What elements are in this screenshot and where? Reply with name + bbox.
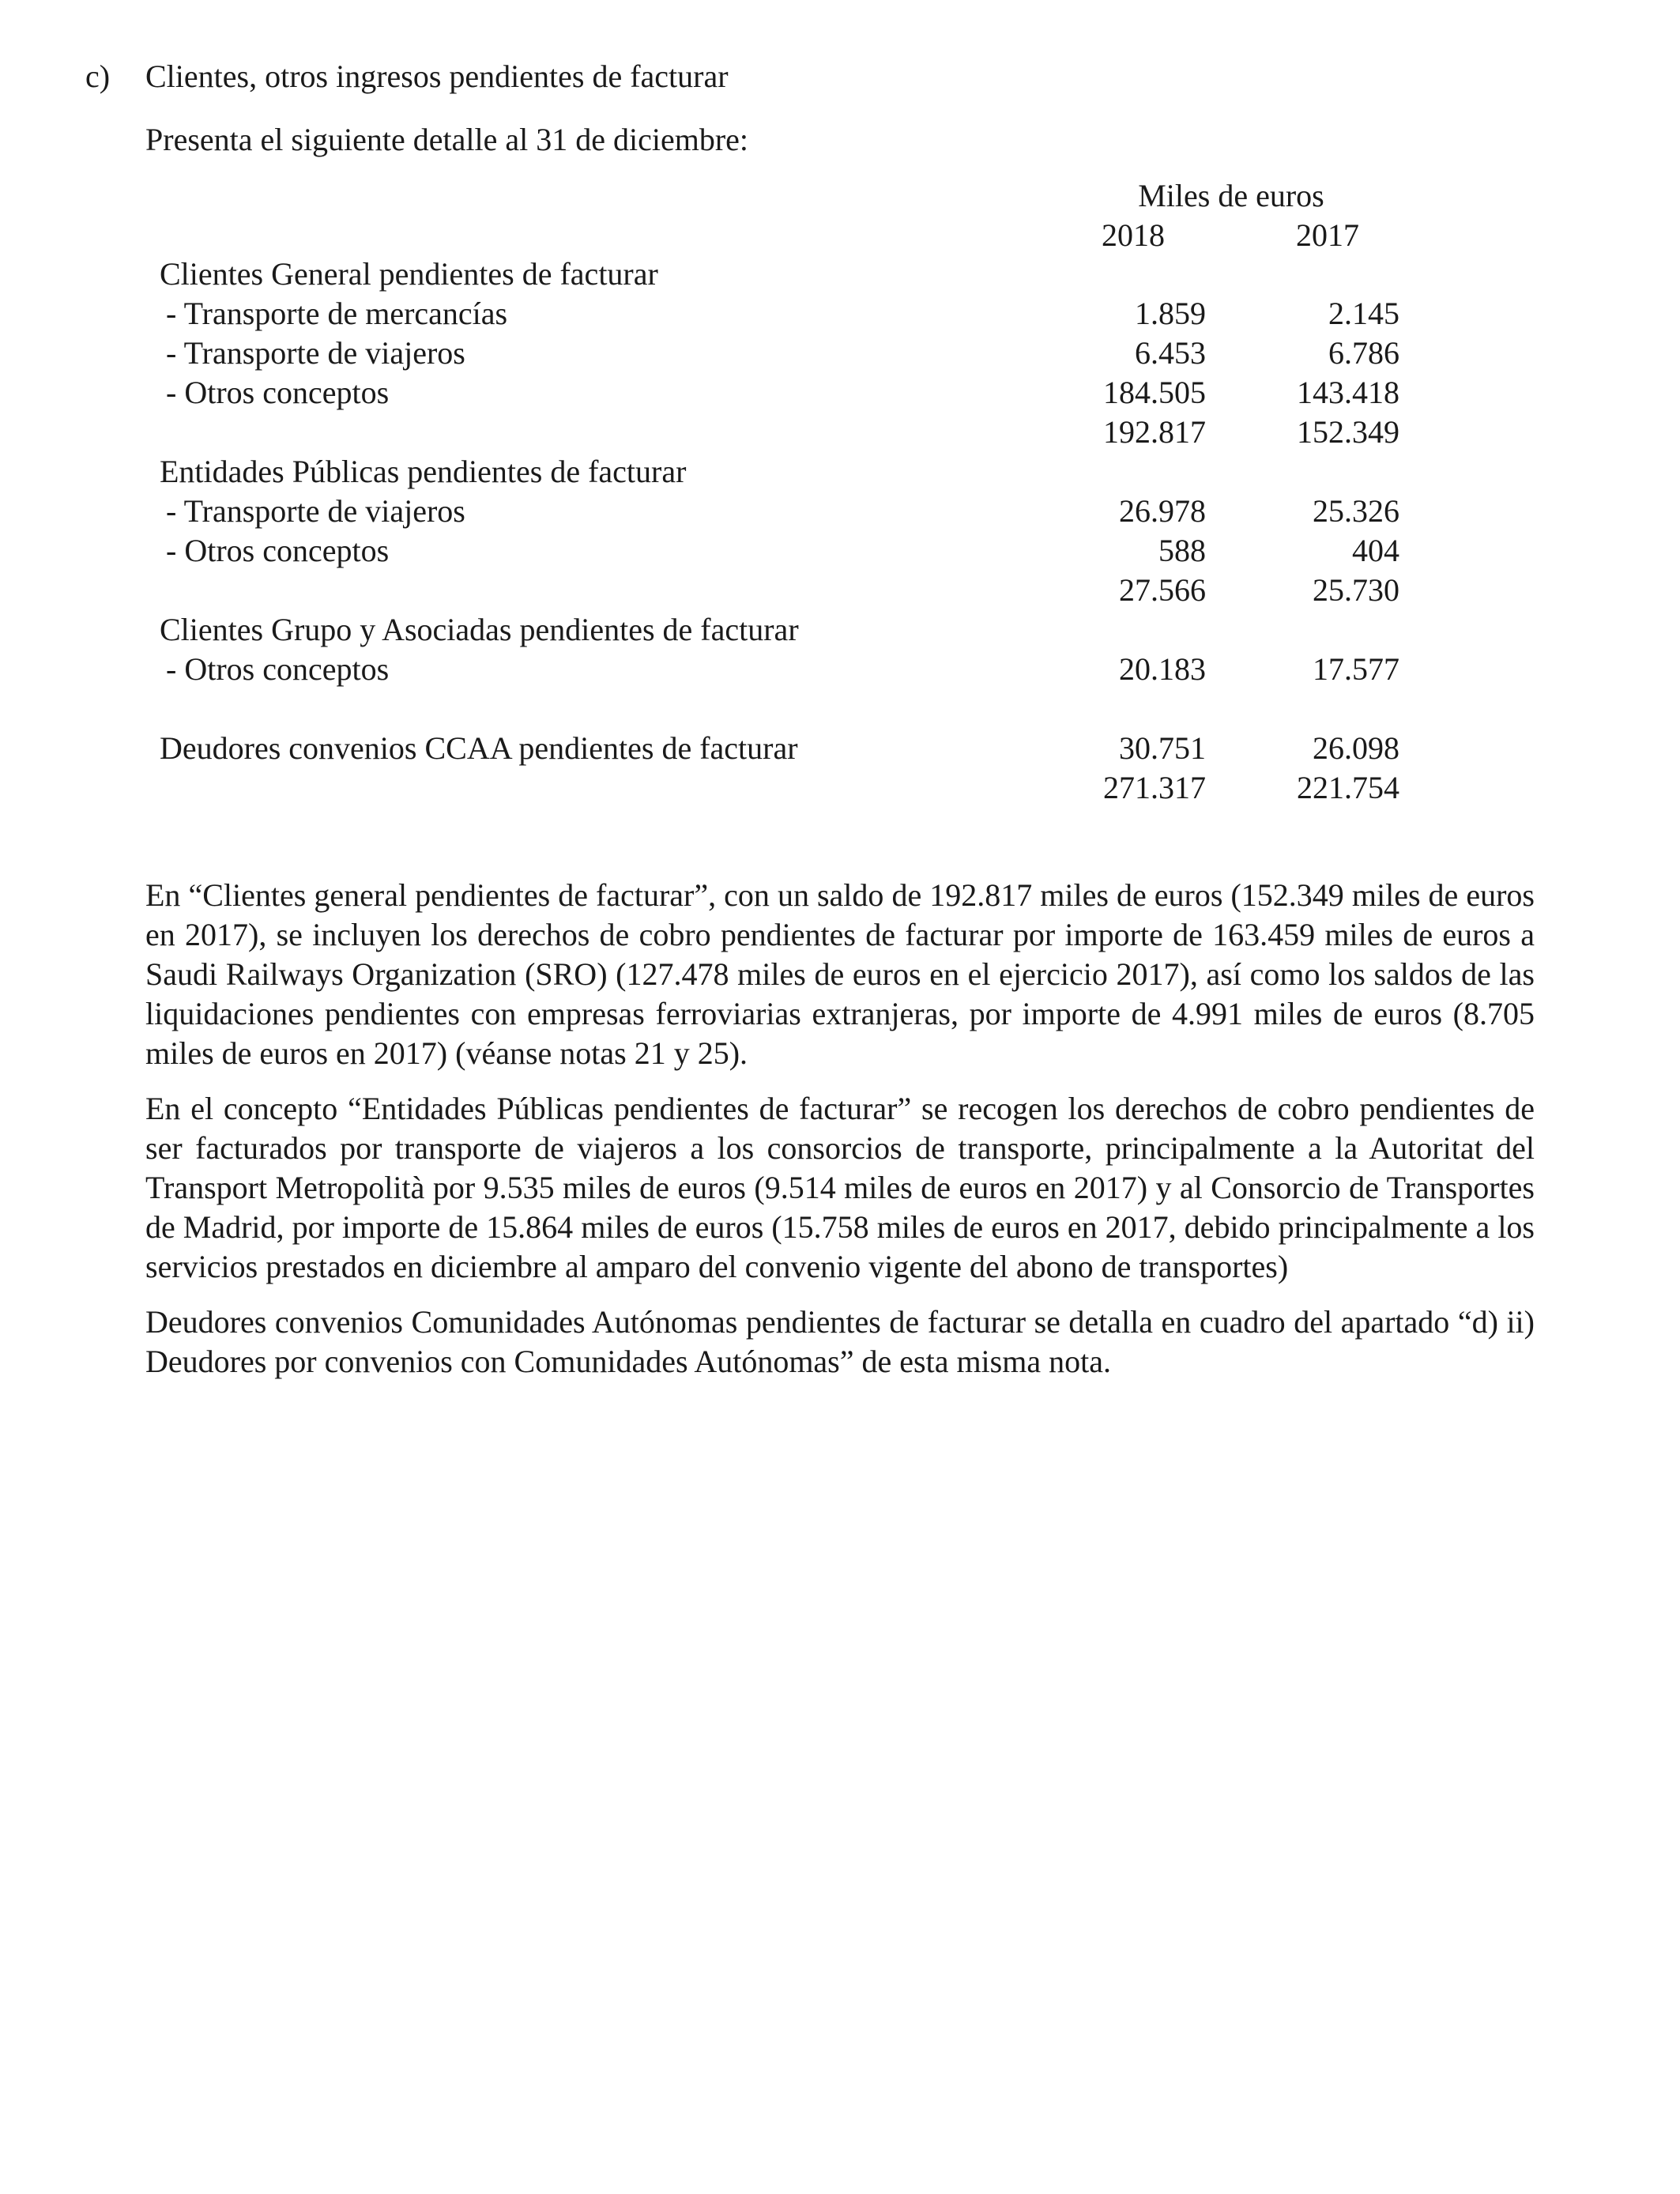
table-row-group [0, 610, 1680, 650]
row-label: Deudores convenios CCAA pendientes de facturar [160, 730, 798, 766]
value-2018: 30.751 [1119, 730, 1206, 766]
value-2017: 25.326 [1313, 493, 1399, 529]
value-2018: 192.817 [1103, 414, 1206, 450]
value-2018: 588 [1158, 533, 1206, 568]
notes-body [145, 876, 1535, 1397]
table-row-group [0, 254, 1680, 294]
row-label: - Transporte de viajeros [166, 493, 465, 529]
table-row-group [0, 452, 1680, 492]
table-row-item [0, 531, 1680, 571]
table-row-subtotal [0, 571, 1680, 610]
value-2017: 2.145 [1328, 296, 1399, 331]
value-2017: 143.418 [1297, 375, 1399, 410]
table-row-total [0, 768, 1680, 808]
table-years-header [0, 216, 1680, 255]
paragraph-clientes-general: En “Clientes general pendientes de facturar”, con un saldo de 192.817 miles de euros (152.349 miles de euros en 2017), se incluyen los derechos de cobro pendientes de facturar por importe de 163.459 miles de euros a Saudi Railways Organization (SRO) (127.478 miles de euros en el ejercicio 2017), así como los saldos de las liquidaciones pendientes con empresas ferroviarias extranjeras, por importe de 4.991 miles de euros (8.705 miles de euros en 2017) (véanse notas 21 y 25). [145, 877, 1535, 1071]
row-label: Clientes General pendientes de facturar [160, 256, 658, 292]
value-2017: 152.349 [1297, 414, 1399, 450]
table-row-spacer [0, 689, 1680, 729]
row-label: - Transporte de mercancías [166, 296, 508, 331]
value-2018: 184.505 [1103, 375, 1206, 410]
paragraph-deudores-convenios: Deudores convenios Comunidades Autónomas pendientes de facturar se detalla en cuadro del apartado “d) ii) Deudores por convenios con Comunidades Autónomas” de esta misma nota. [145, 1304, 1535, 1379]
year-2018-header: 2018 [1102, 217, 1165, 253]
table-row-item [0, 373, 1680, 413]
value-2017: 404 [1352, 533, 1399, 568]
row-label: Clientes Grupo y Asociadas pendientes de facturar [160, 612, 799, 647]
row-label: Entidades Públicas pendientes de facturar [160, 454, 687, 489]
row-label: - Otros conceptos [166, 651, 390, 687]
table-row-subtotal [0, 413, 1680, 452]
table-row-item [0, 294, 1680, 334]
value-2018: 6.453 [1135, 335, 1206, 371]
table-row-item [0, 334, 1680, 373]
value-2017: 26.098 [1313, 730, 1399, 766]
intro-text: Presenta el siguiente detalle al 31 de diciembre: [145, 122, 749, 157]
value-2018: 271.317 [1103, 770, 1206, 805]
row-label: - Otros conceptos [166, 375, 390, 410]
paragraph-entidades-publicas: En el concepto “Entidades Públicas pendientes de facturar” se recogen los derechos de cobro pendientes de ser facturados por transporte de viajeros a los consorcios de transporte, principalmente a la Autoritat del Transport Metropolità por 9.535 miles de euros (9.514 miles de euros en 2017) y al Consorcio de Transportes de Madrid, por importe de 15.864 miles de euros (15.758 miles de euros en 2017, debido principalmente a los servicios prestados en diciembre al amparo del convenio vigente del abono de transportes) [145, 1091, 1535, 1284]
year-2017-header: 2017 [1296, 217, 1359, 253]
section-heading [85, 57, 729, 96]
section-title: Clientes, otros ingresos pendientes de facturar [145, 58, 729, 94]
row-label: - Otros conceptos [166, 533, 390, 568]
section-marker: c) [85, 58, 111, 94]
detail-table [0, 254, 1680, 808]
value-2018: 1.859 [1135, 296, 1206, 331]
value-2018: 27.566 [1119, 572, 1206, 608]
table-row-group [0, 729, 1680, 768]
value-2018: 20.183 [1119, 651, 1206, 687]
value-2017: 17.577 [1313, 651, 1399, 687]
value-2017: 6.786 [1328, 335, 1399, 371]
table-row-item [0, 492, 1680, 531]
value-2018: 26.978 [1119, 493, 1206, 529]
value-2017: 221.754 [1297, 770, 1399, 805]
value-2017: 25.730 [1313, 572, 1399, 608]
row-label: - Transporte de viajeros [166, 335, 465, 371]
table-unit-header: Miles de euros [1138, 178, 1324, 213]
table-row-item [0, 650, 1680, 689]
